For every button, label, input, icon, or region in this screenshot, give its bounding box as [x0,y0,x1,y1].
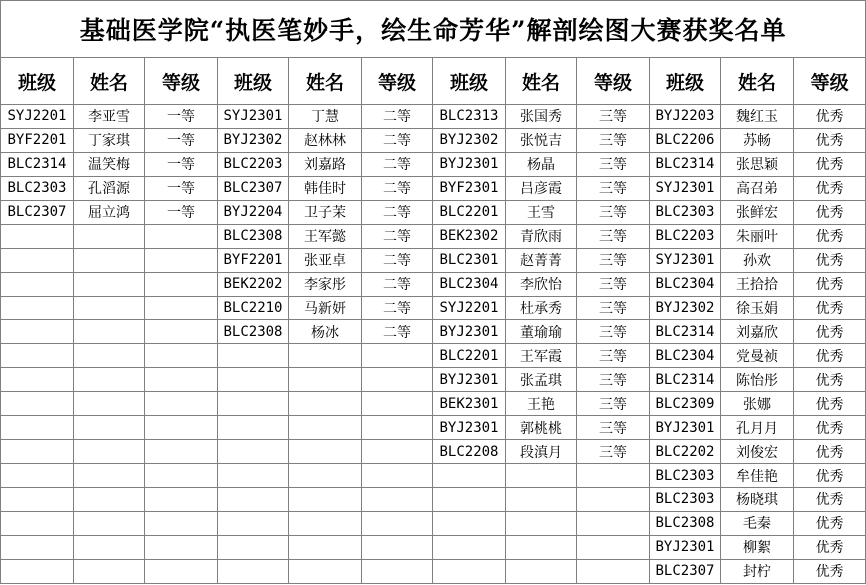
empty-cell[interactable] [289,488,362,512]
empty-cell[interactable] [74,535,145,559]
class-cell[interactable]: BLC2307 [1,200,74,224]
level-header[interactable]: 等级 [794,58,866,105]
empty-cell[interactable] [74,559,145,583]
empty-cell[interactable] [506,511,577,535]
empty-cell[interactable] [74,272,145,296]
name-cell[interactable]: 李亚雪 [74,105,145,129]
class-cell[interactable]: BLC2303 [1,176,74,200]
empty-cell[interactable] [289,559,362,583]
class-cell[interactable]: BLC2314 [1,152,74,176]
empty-cell[interactable] [145,320,218,344]
empty-cell[interactable] [74,488,145,512]
level-cell[interactable]: 三等 [577,416,650,440]
empty-cell[interactable] [433,559,506,583]
level-cell[interactable]: 三等 [577,440,650,464]
table-row [1,488,866,512]
empty-cell[interactable] [1,464,74,488]
empty-cell[interactable] [362,368,433,392]
empty-cell[interactable] [577,488,650,512]
name-cell[interactable]: 丁家琪 [74,128,145,152]
empty-cell[interactable] [145,368,218,392]
table-row [1,224,866,248]
class-header[interactable]: 班级 [650,58,721,105]
empty-cell[interactable] [1,440,74,464]
table-row [1,272,866,296]
class-cell[interactable]: BLC2201 [433,200,506,224]
level-cell[interactable]: 二等 [362,152,433,176]
level-cell[interactable]: 二等 [362,224,433,248]
empty-cell[interactable] [74,416,145,440]
name-cell[interactable]: 孔滔源 [74,176,145,200]
class-header[interactable]: 班级 [433,58,506,105]
empty-cell[interactable] [506,559,577,583]
class-cell[interactable]: BEK2301 [433,392,506,416]
level-cell[interactable]: 优秀 [794,368,866,392]
class-cell[interactable]: BYJ2204 [218,200,289,224]
table-row [1,416,866,440]
empty-cell[interactable] [577,535,650,559]
level-cell[interactable]: 三等 [577,320,650,344]
class-cell[interactable]: BYJ2301 [650,535,721,559]
class-cell[interactable]: BLC2203 [650,224,721,248]
class-cell[interactable]: BYJ2302 [433,128,506,152]
empty-cell[interactable] [145,535,218,559]
class-cell[interactable]: BLC2304 [650,272,721,296]
class-cell[interactable]: BYJ2302 [650,296,721,320]
class-cell[interactable]: SYJ2301 [650,248,721,272]
empty-cell[interactable] [74,368,145,392]
empty-cell[interactable] [362,416,433,440]
table-row [1,559,866,583]
level-cell[interactable]: 优秀 [794,464,866,488]
table-row [1,440,866,464]
page-title[interactable]: 基础医学院“执医笔妙手，绘生命芳华”解剖绘图大赛获奖名单 [1,1,866,58]
name-cell[interactable]: 孙欢 [721,248,794,272]
class-cell[interactable]: SYJ2201 [433,296,506,320]
name-cell[interactable]: 王军霞 [506,344,577,368]
name-cell[interactable]: 郭桃桃 [506,416,577,440]
name-cell[interactable]: 柳絮 [721,535,794,559]
name-cell[interactable]: 陈怡彤 [721,368,794,392]
level-cell[interactable]: 优秀 [794,344,866,368]
empty-cell[interactable] [289,511,362,535]
name-cell[interactable]: 王艳 [506,392,577,416]
empty-cell[interactable] [289,464,362,488]
table-row [1,200,866,224]
column-header-row [1,58,866,105]
level-cell[interactable]: 二等 [362,296,433,320]
level-cell[interactable]: 二等 [362,105,433,129]
level-cell[interactable]: 二等 [362,272,433,296]
level-cell[interactable]: 二等 [362,176,433,200]
table-row [1,248,866,272]
name-header[interactable]: 姓名 [721,58,794,105]
table-body [1,105,866,584]
empty-cell[interactable] [1,272,74,296]
class-cell[interactable]: SYJ2301 [650,176,721,200]
empty-cell[interactable] [145,272,218,296]
class-cell[interactable]: BLC2307 [650,559,721,583]
name-cell[interactable]: 张国秀 [506,105,577,129]
class-cell[interactable]: BLC2308 [218,224,289,248]
table-row [1,320,866,344]
name-cell[interactable]: 李欣怡 [506,272,577,296]
empty-cell[interactable] [289,416,362,440]
empty-cell[interactable] [362,488,433,512]
class-cell[interactable]: BYJ2301 [433,368,506,392]
name-cell[interactable]: 张孟琪 [506,368,577,392]
empty-cell[interactable] [1,488,74,512]
empty-cell[interactable] [218,464,289,488]
level-cell[interactable]: 一等 [145,152,218,176]
empty-cell[interactable] [362,440,433,464]
class-header[interactable]: 班级 [1,58,74,105]
class-cell[interactable]: BLC2210 [218,296,289,320]
name-cell[interactable]: 张鲜宏 [721,200,794,224]
empty-cell[interactable] [145,344,218,368]
empty-cell[interactable] [1,248,74,272]
name-cell[interactable]: 高召弟 [721,176,794,200]
empty-cell[interactable] [218,440,289,464]
class-cell[interactable]: SYJ2301 [218,105,289,129]
name-header[interactable]: 姓名 [74,58,145,105]
name-cell[interactable]: 王军懿 [289,224,362,248]
empty-cell[interactable] [433,535,506,559]
table-row [1,296,866,320]
level-cell[interactable]: 优秀 [794,176,866,200]
empty-cell[interactable] [362,344,433,368]
level-cell[interactable]: 优秀 [794,152,866,176]
empty-cell[interactable] [1,344,74,368]
empty-cell[interactable] [74,320,145,344]
empty-cell[interactable] [218,416,289,440]
empty-cell[interactable] [362,535,433,559]
empty-cell[interactable] [1,224,74,248]
table-row [1,344,866,368]
empty-cell[interactable] [145,511,218,535]
empty-cell[interactable] [289,344,362,368]
level-cell[interactable]: 一等 [145,128,218,152]
level-cell[interactable]: 优秀 [794,320,866,344]
table-row [1,511,866,535]
name-cell[interactable]: 段滇月 [506,440,577,464]
class-cell[interactable]: BLC2314 [650,152,721,176]
level-cell[interactable]: 三等 [577,368,650,392]
empty-cell[interactable] [1,368,74,392]
class-cell[interactable]: BEK2202 [218,272,289,296]
class-cell[interactable]: BLC2314 [650,320,721,344]
level-cell[interactable]: 优秀 [794,511,866,535]
class-cell[interactable]: BYJ2301 [433,416,506,440]
empty-cell[interactable] [218,344,289,368]
class-cell[interactable]: BLC2304 [650,344,721,368]
name-cell[interactable]: 杨晓琪 [721,488,794,512]
empty-cell[interactable] [74,392,145,416]
name-cell[interactable]: 张悦吉 [506,128,577,152]
level-cell[interactable]: 优秀 [794,296,866,320]
empty-cell[interactable] [218,535,289,559]
level-cell[interactable]: 优秀 [794,105,866,129]
level-cell[interactable]: 优秀 [794,535,866,559]
empty-cell[interactable] [74,511,145,535]
level-header[interactable]: 等级 [362,58,433,105]
name-header[interactable]: 姓名 [506,58,577,105]
name-cell[interactable]: 张思颖 [721,152,794,176]
empty-cell[interactable] [1,392,74,416]
level-cell[interactable]: 三等 [577,176,650,200]
class-cell[interactable]: BYF2201 [1,128,74,152]
table-row [1,392,866,416]
table-row [1,535,866,559]
class-cell[interactable]: BLC2309 [650,392,721,416]
class-cell[interactable]: BLC2202 [650,440,721,464]
class-cell[interactable]: BYJ2301 [433,320,506,344]
class-cell[interactable]: BYF2301 [433,176,506,200]
table-row [1,176,866,200]
empty-cell[interactable] [577,464,650,488]
level-cell[interactable]: 优秀 [794,488,866,512]
name-cell[interactable]: 杨冰 [289,320,362,344]
name-cell[interactable]: 丁慧 [289,105,362,129]
level-cell[interactable]: 三等 [577,224,650,248]
empty-cell[interactable] [289,535,362,559]
empty-cell[interactable] [433,488,506,512]
level-cell[interactable]: 优秀 [794,248,866,272]
level-cell[interactable]: 优秀 [794,440,866,464]
name-cell[interactable]: 董瑜瑜 [506,320,577,344]
level-cell[interactable]: 优秀 [794,128,866,152]
level-cell[interactable]: 优秀 [794,224,866,248]
empty-cell[interactable] [145,440,218,464]
class-cell[interactable]: BLC2206 [650,128,721,152]
level-cell[interactable]: 一等 [145,200,218,224]
level-cell[interactable]: 三等 [577,152,650,176]
empty-cell[interactable] [289,392,362,416]
level-cell[interactable]: 二等 [362,200,433,224]
table-row [1,128,866,152]
class-cell[interactable]: BLC2307 [218,176,289,200]
name-cell[interactable]: 孔月月 [721,416,794,440]
empty-cell[interactable] [218,511,289,535]
name-cell[interactable]: 温笑梅 [74,152,145,176]
name-cell[interactable]: 吕彦霞 [506,176,577,200]
empty-cell[interactable] [433,464,506,488]
class-cell[interactable]: BYJ2302 [218,128,289,152]
level-cell[interactable]: 三等 [577,200,650,224]
name-cell[interactable]: 李家彤 [289,272,362,296]
level-cell[interactable]: 优秀 [794,392,866,416]
class-cell[interactable]: BLC2303 [650,200,721,224]
name-cell[interactable]: 马新妍 [289,296,362,320]
empty-cell[interactable] [218,392,289,416]
name-cell[interactable]: 封柠 [721,559,794,583]
class-cell[interactable]: BLC2313 [433,105,506,129]
class-cell[interactable]: SYJ2201 [1,105,74,129]
empty-cell[interactable] [145,416,218,440]
empty-cell[interactable] [433,511,506,535]
name-cell[interactable]: 杜承秀 [506,296,577,320]
name-cell[interactable]: 张娜 [721,392,794,416]
empty-cell[interactable] [362,559,433,583]
name-cell[interactable]: 王拾拾 [721,272,794,296]
empty-cell[interactable] [577,559,650,583]
empty-cell[interactable] [74,248,145,272]
class-cell[interactable]: BLC2201 [433,344,506,368]
class-cell[interactable]: BYJ2301 [650,416,721,440]
level-cell[interactable]: 二等 [362,248,433,272]
level-cell[interactable]: 三等 [577,248,650,272]
empty-cell[interactable] [362,392,433,416]
class-cell[interactable]: BLC2303 [650,464,721,488]
level-cell[interactable]: 三等 [577,296,650,320]
name-cell[interactable]: 朱丽叶 [721,224,794,248]
empty-cell[interactable] [362,511,433,535]
class-cell[interactable]: BLC2203 [218,152,289,176]
level-cell[interactable]: 优秀 [794,416,866,440]
name-cell[interactable]: 赵菁菁 [506,248,577,272]
empty-cell[interactable] [145,248,218,272]
empty-cell[interactable] [1,559,74,583]
level-cell[interactable]: 优秀 [794,559,866,583]
table-row [1,368,866,392]
name-cell[interactable]: 杨晶 [506,152,577,176]
level-cell[interactable]: 三等 [577,392,650,416]
level-cell[interactable]: 三等 [577,344,650,368]
empty-cell[interactable] [506,535,577,559]
name-cell[interactable]: 党曼祯 [721,344,794,368]
class-cell[interactable]: BYJ2203 [650,105,721,129]
empty-cell[interactable] [145,392,218,416]
name-cell[interactable]: 赵林林 [289,128,362,152]
empty-cell[interactable] [289,368,362,392]
class-cell[interactable]: BLC2308 [218,320,289,344]
name-cell[interactable]: 毛秦 [721,511,794,535]
class-cell[interactable]: BLC2301 [433,248,506,272]
empty-cell[interactable] [362,464,433,488]
empty-cell[interactable] [145,464,218,488]
level-cell[interactable]: 三等 [577,105,650,129]
empty-cell[interactable] [218,368,289,392]
name-cell[interactable]: 徐玉娟 [721,296,794,320]
empty-cell[interactable] [577,511,650,535]
level-header[interactable]: 等级 [145,58,218,105]
empty-cell[interactable] [1,296,74,320]
class-cell[interactable]: BLC2314 [650,368,721,392]
empty-cell[interactable] [74,224,145,248]
empty-cell[interactable] [218,488,289,512]
empty-cell[interactable] [1,416,74,440]
level-cell[interactable]: 优秀 [794,200,866,224]
empty-cell[interactable] [145,488,218,512]
class-cell[interactable]: BYJ2301 [433,152,506,176]
name-cell[interactable]: 牟佳艳 [721,464,794,488]
empty-cell[interactable] [74,344,145,368]
level-cell[interactable]: 三等 [577,272,650,296]
level-cell[interactable]: 二等 [362,320,433,344]
name-cell[interactable]: 刘俊宏 [721,440,794,464]
name-cell[interactable]: 张亚卓 [289,248,362,272]
class-cell[interactable]: BYF2201 [218,248,289,272]
name-cell[interactable]: 王雪 [506,200,577,224]
level-cell[interactable]: 一等 [145,105,218,129]
level-cell[interactable]: 二等 [362,128,433,152]
name-cell[interactable]: 苏畅 [721,128,794,152]
empty-cell[interactable] [74,464,145,488]
level-cell[interactable]: 一等 [145,176,218,200]
empty-cell[interactable] [145,559,218,583]
table-row [1,464,866,488]
level-header[interactable]: 等级 [577,58,650,105]
class-header[interactable]: 班级 [218,58,289,105]
name-cell[interactable]: 卫子茉 [289,200,362,224]
name-cell[interactable]: 刘嘉欣 [721,320,794,344]
class-cell[interactable]: BLC2303 [650,488,721,512]
table-row [1,152,866,176]
empty-cell[interactable] [145,224,218,248]
empty-cell[interactable] [1,535,74,559]
empty-cell[interactable] [74,440,145,464]
empty-cell[interactable] [218,559,289,583]
empty-cell[interactable] [145,296,218,320]
empty-cell[interactable] [506,488,577,512]
title-row [1,1,866,58]
class-cell[interactable]: BEK2302 [433,224,506,248]
class-cell[interactable]: BLC2308 [650,511,721,535]
empty-cell[interactable] [74,296,145,320]
class-cell[interactable]: BLC2208 [433,440,506,464]
level-cell[interactable]: 优秀 [794,272,866,296]
name-cell[interactable]: 魏红玉 [721,105,794,129]
table-row [1,105,866,129]
name-cell[interactable]: 韩佳时 [289,176,362,200]
empty-cell[interactable] [1,511,74,535]
name-cell[interactable]: 青欣雨 [506,224,577,248]
name-cell[interactable]: 刘嘉路 [289,152,362,176]
empty-cell[interactable] [289,440,362,464]
empty-cell[interactable] [1,320,74,344]
class-cell[interactable]: BLC2304 [433,272,506,296]
empty-cell[interactable] [506,464,577,488]
level-cell[interactable]: 三等 [577,128,650,152]
name-cell[interactable]: 屈立鸿 [74,200,145,224]
name-header[interactable]: 姓名 [289,58,362,105]
